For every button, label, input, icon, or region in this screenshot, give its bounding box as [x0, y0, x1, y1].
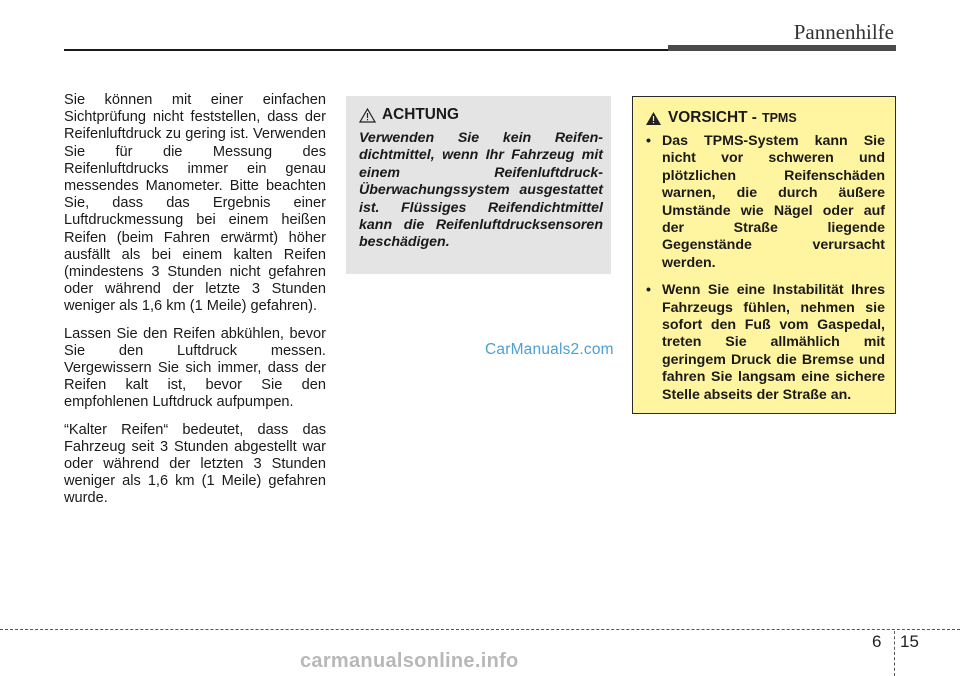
body-text-column [64, 92, 326, 518]
vorsicht-list [645, 133, 885, 404]
warning-triangle-filled-icon [645, 111, 662, 126]
vorsicht-box [632, 96, 896, 414]
warning-triangle-outline-icon [359, 108, 376, 123]
vorsicht-heading [645, 109, 885, 127]
watermark-link[interactable]: CarManuals2.com [485, 341, 614, 358]
achtung-heading [359, 106, 603, 124]
page-number-divider [894, 631, 895, 676]
chapter-title: Pannenhilfe [793, 20, 894, 44]
chapter-number: 6 [872, 632, 882, 651]
body-paragraph: Sie können mit einer einfachen Sichtprüfung nicht feststellen, dass der Reifenluftdruck zu gering ist. Verwenden Sie für die Messung des Reifenluftdrucks immer ein genau messendes Manometer. Bitte beachten Sie, dass das Ergebnis einer Luftdruckmessung bei einem heißen Reifen (beim Fahren erwärmt) höher ausfällt als bei einem kalten Reifen (mindestens 3 Stunden nicht gefahren oder während der letzte 3 Stunden weniger als 1,6 km (1 Meile) gefahren). [64, 92, 326, 315]
body-paragraph: Lassen Sie den Reifen abkühlen, bevor Sie den Luftdruck messen. Vergewissern Sie sich immer, dass der Reifen kalt ist, bevor Sie den empfohlenen Luftdruck aufpumpen. [64, 325, 326, 411]
footer-rule [0, 629, 960, 630]
page-number: 15 [900, 632, 919, 651]
header-rule [64, 49, 670, 51]
achtung-text: Verwenden Sie kein Reifen-dichtmittel, wenn Ihr Fahrzeug mit einem Reifenluftdruck-Überwachungssystem ausgestattet ist. Flüssiges Reifendichtmittel kann die Reifenluftdrucksensoren beschädigen. [359, 130, 603, 251]
achtung-box [346, 96, 611, 274]
achtung-title: ACHTUNG [382, 106, 459, 123]
vorsicht-item: • Wenn Sie eine Instabilität Ihres Fahrzeugs fühlen, nehmen sie sofort den Fuß vom Gaspedal, treten Sie allmählich mit geringem Druck die Bremse und fahren Sie langsam eine sichere Stelle abseits der Straße an. [645, 282, 885, 404]
vorsicht-item: • Das TPMS-System kann Sie nicht vor schweren und plötzlichen Reifenschäden warnen, die durch äußere Umstände wie Nägel oder auf der Straße liegende Gegenstände verursacht werden. [645, 133, 885, 272]
vorsicht-subtitle: TPMS [761, 111, 797, 125]
footer-watermark: carmanualsonline.info [300, 650, 519, 672]
header-rule-accent [668, 45, 896, 51]
body-paragraph: “Kalter Reifen“ bedeutet, dass das Fahrzeug seit 3 Stunden abgestellt war oder während der letzten 3 Stunden weniger als 1,6 km (1 Meile) gefahren wurde. [64, 421, 326, 507]
vorsicht-title: VORSICHT - [668, 109, 757, 126]
